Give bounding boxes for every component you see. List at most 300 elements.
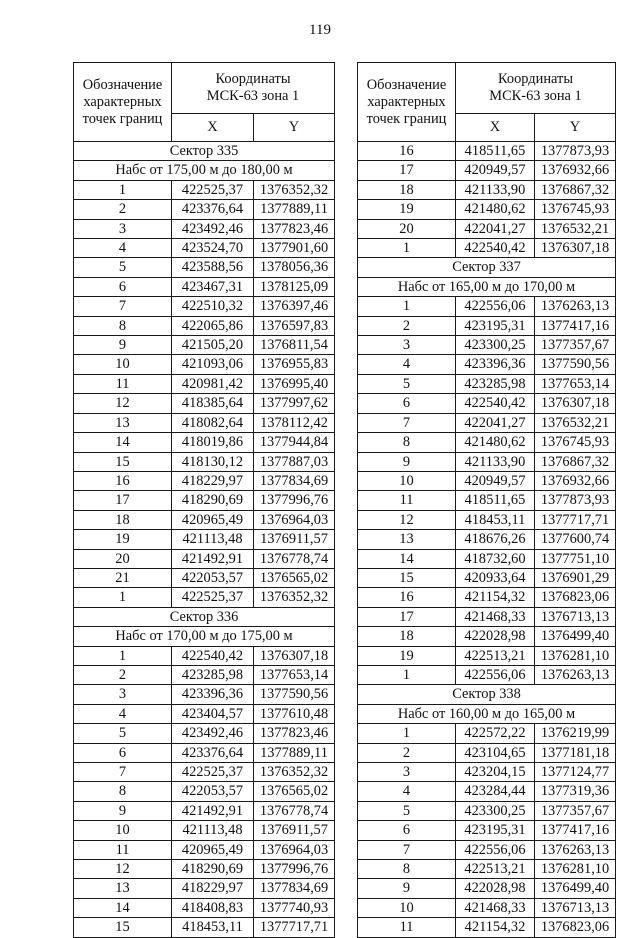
- table-row: [74, 898, 335, 917]
- x-coordinate-cell: 423467,31: [172, 277, 254, 296]
- y-coordinate-cell: 1376911,57: [254, 821, 335, 840]
- y-coordinate-cell: 1377181,18: [535, 743, 616, 762]
- x-coordinate-cell: 422053,57: [172, 568, 254, 587]
- point-number-cell: 20: [358, 219, 456, 238]
- x-coordinate-cell: 418130,12: [172, 452, 254, 471]
- sector-heading-row: [358, 258, 616, 277]
- y-coordinate-cell: 1377319,36: [535, 782, 616, 801]
- point-number-cell: 16: [358, 142, 456, 161]
- table-row: [74, 452, 335, 471]
- y-coordinate-cell: 1376932,66: [535, 161, 616, 180]
- y-coordinate-cell: 1376263,13: [535, 665, 616, 684]
- x-coordinate-cell: 423396,36: [456, 355, 535, 374]
- x-coordinate-cell: 420981,42: [172, 374, 254, 393]
- sector-heading-row: [358, 685, 616, 704]
- y-coordinate-cell: 1376565,02: [254, 782, 335, 801]
- y-coordinate-cell: 1376867,32: [535, 180, 616, 199]
- y-coordinate-cell: 1376964,03: [254, 510, 335, 529]
- coordinates-table-right: [357, 62, 616, 938]
- point-number-cell: 11: [74, 374, 172, 393]
- y-coordinate-cell: 1376823,06: [535, 918, 616, 937]
- point-number-cell: 3: [358, 763, 456, 782]
- point-number-cell: 9: [358, 452, 456, 471]
- table-row: [358, 316, 616, 335]
- point-number-cell: 21: [74, 568, 172, 587]
- x-coordinate-cell: 423376,64: [172, 743, 254, 762]
- x-coordinate-cell: 423285,98: [456, 374, 535, 393]
- x-coordinate-cell: 422572,22: [456, 724, 535, 743]
- table-row: [74, 471, 335, 490]
- y-coordinate-cell: 1377834,69: [254, 879, 335, 898]
- table-row: [74, 918, 335, 937]
- point-number-cell: 5: [74, 258, 172, 277]
- point-number-cell: 19: [358, 200, 456, 219]
- y-coordinate-cell: 1376811,54: [254, 336, 335, 355]
- point-number-cell: 9: [74, 801, 172, 820]
- point-number-cell: 8: [358, 860, 456, 879]
- y-coordinate-cell: 1378112,42: [254, 413, 335, 432]
- y-coordinate-cell: 1377873,93: [535, 142, 616, 161]
- x-coordinate-cell: 420949,57: [456, 471, 535, 490]
- table-row: [358, 219, 616, 238]
- x-coordinate-cell: 423104,65: [456, 743, 535, 762]
- table-row: [358, 646, 616, 665]
- y-coordinate-cell: 1376823,06: [535, 588, 616, 607]
- x-coordinate-cell: 418408,83: [172, 898, 254, 917]
- x-coordinate-cell: 421492,91: [172, 549, 254, 568]
- x-coordinate-cell: 423376,64: [172, 200, 254, 219]
- y-coordinate-cell: 1376532,21: [535, 219, 616, 238]
- point-number-cell: 2: [74, 665, 172, 684]
- point-number-cell: 8: [74, 316, 172, 335]
- point-number-cell: 4: [74, 704, 172, 723]
- sector-heading: Набс от 160,00 м до 165,00 м: [358, 704, 616, 723]
- table-row: [74, 510, 335, 529]
- sector-heading: Набс от 170,00 м до 175,00 м: [74, 627, 335, 646]
- table-row: [358, 374, 616, 393]
- sector-heading: Набс от 165,00 м до 170,00 м: [358, 277, 616, 296]
- sector-heading: Сектор 335: [74, 142, 335, 161]
- y-coordinate-cell: 1376281,10: [535, 860, 616, 879]
- sector-heading-row: [74, 161, 335, 180]
- table-row: [358, 763, 616, 782]
- left-table-body: [74, 142, 335, 938]
- coordinates-header: Координаты МСК-63 зона 1: [456, 63, 616, 114]
- table-row: [358, 180, 616, 199]
- y-coordinate-cell: 1377901,60: [254, 239, 335, 258]
- y-coordinate-cell: 1377889,11: [254, 200, 335, 219]
- y-coordinate-cell: 1376307,18: [535, 239, 616, 258]
- point-number-cell: 7: [74, 763, 172, 782]
- sector-heading: Сектор 338: [358, 685, 616, 704]
- table-row: [74, 860, 335, 879]
- x-coordinate-cell: 422525,37: [172, 763, 254, 782]
- point-number-cell: 11: [358, 491, 456, 510]
- x-coordinate-cell: 423524,70: [172, 239, 254, 258]
- x-coordinate-cell: 421113,48: [172, 530, 254, 549]
- y-coordinate-cell: 1376565,02: [254, 568, 335, 587]
- table-row: [74, 782, 335, 801]
- x-coordinate-cell: 423404,57: [172, 704, 254, 723]
- point-number-cell: 9: [74, 336, 172, 355]
- y-coordinate-cell: 1376499,40: [535, 879, 616, 898]
- table-row: [74, 336, 335, 355]
- x-coordinate-cell: 418019,86: [172, 433, 254, 452]
- table-row: [74, 316, 335, 335]
- table-row: [358, 568, 616, 587]
- point-number-cell: 5: [358, 801, 456, 820]
- y-coordinate-cell: 1377590,56: [254, 685, 335, 704]
- point-number-cell: 13: [74, 879, 172, 898]
- y-coordinate-cell: 1376964,03: [254, 840, 335, 859]
- sector-heading-row: [358, 277, 616, 296]
- y-coordinate-cell: 1377417,16: [535, 316, 616, 335]
- point-number-cell: 7: [358, 840, 456, 859]
- table-row: [74, 355, 335, 374]
- x-coordinate-cell: 420933,64: [456, 568, 535, 587]
- point-number-cell: 11: [358, 918, 456, 937]
- point-number-cell: 6: [358, 821, 456, 840]
- y-coordinate-cell: 1376778,74: [254, 549, 335, 568]
- x-coordinate-cell: 421113,48: [172, 821, 254, 840]
- x-coordinate-cell: 421468,33: [456, 607, 535, 626]
- y-coordinate-cell: 1376901,29: [535, 568, 616, 587]
- y-coordinate-cell: 1377357,67: [535, 336, 616, 355]
- table-row: [74, 277, 335, 296]
- table-row: [358, 549, 616, 568]
- point-number-cell: 12: [358, 510, 456, 529]
- table-row: [74, 588, 335, 607]
- y-coordinate-cell: 1377653,14: [254, 665, 335, 684]
- y-coordinate-cell: 1377653,14: [535, 374, 616, 393]
- x-coordinate-cell: 421492,91: [172, 801, 254, 820]
- y-coordinate-cell: 1377357,67: [535, 801, 616, 820]
- right-table-body: [358, 142, 616, 938]
- y-coordinate-cell: 1376995,40: [254, 374, 335, 393]
- x-coordinate-cell: 422041,27: [456, 219, 535, 238]
- x-coordinate-cell: 422041,27: [456, 413, 535, 432]
- point-number-cell: 10: [358, 471, 456, 490]
- point-number-cell: 13: [74, 413, 172, 432]
- point-number-cell: 12: [74, 860, 172, 879]
- y-coordinate-cell: 1376745,93: [535, 200, 616, 219]
- table-row: [74, 801, 335, 820]
- x-coordinate-cell: 421154,32: [456, 588, 535, 607]
- y-coordinate-cell: 1376307,18: [254, 646, 335, 665]
- table-row: [358, 530, 616, 549]
- table-row: [358, 452, 616, 471]
- table-row: [358, 801, 616, 820]
- y-coordinate-cell: 1376713,13: [535, 607, 616, 626]
- y-coordinate-cell: 1377996,76: [254, 860, 335, 879]
- x-coordinate-cell: 421093,06: [172, 355, 254, 374]
- x-coordinate-cell: 422065,86: [172, 316, 254, 335]
- x-coordinate-cell: 423285,98: [172, 665, 254, 684]
- x-coordinate-cell: 418511,65: [456, 491, 535, 510]
- y-coordinate-cell: 1376597,83: [254, 316, 335, 335]
- table-row: [74, 297, 335, 316]
- table-row: [74, 704, 335, 723]
- point-number-cell: 19: [74, 530, 172, 549]
- x-coordinate-cell: 423300,25: [456, 336, 535, 355]
- y-coordinate-cell: 1376532,21: [535, 413, 616, 432]
- y-coordinate-cell: 1377834,69: [254, 471, 335, 490]
- y-coordinate-cell: 1376263,13: [535, 297, 616, 316]
- x-coordinate-cell: 421133,90: [456, 452, 535, 471]
- point-number-cell: 6: [74, 743, 172, 762]
- table-row: [358, 491, 616, 510]
- x-column-header: X: [456, 113, 535, 141]
- point-number-cell: 2: [358, 316, 456, 335]
- y-coordinate-cell: 1376263,13: [535, 840, 616, 859]
- x-coordinate-cell: 423492,46: [172, 219, 254, 238]
- table-row: [74, 743, 335, 762]
- table-row: [74, 568, 335, 587]
- y-coordinate-cell: 1377889,11: [254, 743, 335, 762]
- point-number-cell: 18: [358, 180, 456, 199]
- table-row: [358, 588, 616, 607]
- table-row: [358, 433, 616, 452]
- point-number-cell: 8: [74, 782, 172, 801]
- point-number-cell: 1: [74, 180, 172, 199]
- table-row: [358, 821, 616, 840]
- point-number-cell: 3: [74, 219, 172, 238]
- table-row: [358, 860, 616, 879]
- table-row: [358, 200, 616, 219]
- x-coordinate-cell: 422556,06: [456, 297, 535, 316]
- y-coordinate-cell: 1376352,32: [254, 180, 335, 199]
- y-coordinate-cell: 1376352,32: [254, 763, 335, 782]
- table-row: [358, 665, 616, 684]
- x-coordinate-cell: 422556,06: [456, 840, 535, 859]
- x-coordinate-cell: 422556,06: [456, 665, 535, 684]
- table-row: [358, 510, 616, 529]
- x-coordinate-cell: 422513,21: [456, 860, 535, 879]
- point-number-cell: 3: [74, 685, 172, 704]
- table-row: [74, 879, 335, 898]
- table-row: [358, 355, 616, 374]
- point-number-cell: 15: [74, 452, 172, 471]
- table-row: [358, 898, 616, 917]
- point-number-cell: 2: [74, 200, 172, 219]
- table-row: [358, 918, 616, 937]
- sector-heading: Сектор 337: [358, 258, 616, 277]
- point-number-cell: 14: [358, 549, 456, 568]
- point-number-cell: 13: [358, 530, 456, 549]
- y-coordinate-cell: 1376281,10: [535, 646, 616, 665]
- table-row: [358, 743, 616, 762]
- point-number-cell: 7: [74, 297, 172, 316]
- point-number-cell: 17: [358, 607, 456, 626]
- point-number-cell: 4: [74, 239, 172, 258]
- point-designation-header: Обозначение характерных точек границ: [74, 63, 172, 142]
- y-coordinate-cell: 1377717,71: [535, 510, 616, 529]
- table-row: [358, 627, 616, 646]
- table-row: [74, 374, 335, 393]
- y-coordinate-cell: 1376867,32: [535, 452, 616, 471]
- x-coordinate-cell: 421468,33: [456, 898, 535, 917]
- point-number-cell: 14: [74, 898, 172, 917]
- x-coordinate-cell: 422525,37: [172, 180, 254, 199]
- x-coordinate-cell: 422053,57: [172, 782, 254, 801]
- x-coordinate-cell: 418453,11: [456, 510, 535, 529]
- x-coordinate-cell: 418732,60: [456, 549, 535, 568]
- table-row: [74, 685, 335, 704]
- table-row: [74, 763, 335, 782]
- sector-heading: Сектор 336: [74, 607, 335, 626]
- point-number-cell: 10: [358, 898, 456, 917]
- point-number-cell: 7: [358, 413, 456, 432]
- table-row: [358, 297, 616, 316]
- x-coordinate-cell: 421133,90: [456, 180, 535, 199]
- table-row: [74, 433, 335, 452]
- sector-heading: Набс от 175,00 м до 180,00 м: [74, 161, 335, 180]
- point-number-cell: 1: [358, 239, 456, 258]
- y-coordinate-cell: 1377590,56: [535, 355, 616, 374]
- sector-heading-row: [74, 627, 335, 646]
- point-number-cell: 12: [74, 394, 172, 413]
- table-row: [74, 665, 335, 684]
- point-number-cell: 4: [358, 355, 456, 374]
- table-row: [358, 782, 616, 801]
- point-number-cell: 1: [358, 297, 456, 316]
- point-number-cell: 5: [358, 374, 456, 393]
- point-number-cell: 1: [74, 646, 172, 665]
- x-coordinate-cell: 422028,98: [456, 627, 535, 646]
- table-row: [74, 491, 335, 510]
- table-row: [74, 549, 335, 568]
- point-number-cell: 1: [74, 588, 172, 607]
- x-coordinate-cell: 423195,31: [456, 316, 535, 335]
- point-number-cell: 6: [74, 277, 172, 296]
- y-coordinate-cell: 1377751,10: [535, 549, 616, 568]
- sector-heading-row: [74, 142, 335, 161]
- point-number-cell: 8: [358, 433, 456, 452]
- y-coordinate-cell: 1376397,46: [254, 297, 335, 316]
- point-number-cell: 18: [358, 627, 456, 646]
- x-coordinate-cell: 423588,56: [172, 258, 254, 277]
- coordinates-table-left: [73, 62, 335, 938]
- x-coordinate-cell: 418229,97: [172, 471, 254, 490]
- table-row: [358, 879, 616, 898]
- sector-heading-row: [358, 704, 616, 723]
- table-row: [358, 161, 616, 180]
- table-row: [74, 724, 335, 743]
- x-coordinate-cell: 418385,64: [172, 394, 254, 413]
- point-number-cell: 14: [74, 433, 172, 452]
- point-number-cell: 2: [358, 743, 456, 762]
- x-coordinate-cell: 422028,98: [456, 879, 535, 898]
- point-number-cell: 17: [358, 161, 456, 180]
- table-row: [358, 840, 616, 859]
- x-coordinate-cell: 423300,25: [456, 801, 535, 820]
- point-number-cell: 19: [358, 646, 456, 665]
- x-coordinate-cell: 423204,15: [456, 763, 535, 782]
- table-row: [358, 394, 616, 413]
- point-number-cell: 15: [358, 568, 456, 587]
- table-row: [74, 821, 335, 840]
- y-coordinate-cell: 1376713,13: [535, 898, 616, 917]
- y-coordinate-cell: 1376911,57: [254, 530, 335, 549]
- point-number-cell: 9: [358, 879, 456, 898]
- point-number-cell: 3: [358, 336, 456, 355]
- y-coordinate-cell: 1376307,18: [535, 394, 616, 413]
- x-coordinate-cell: 422540,42: [456, 394, 535, 413]
- page-number: 119: [309, 22, 331, 38]
- x-coordinate-cell: 421154,32: [456, 918, 535, 937]
- x-coordinate-cell: 420949,57: [456, 161, 535, 180]
- x-column-header: X: [172, 113, 254, 141]
- point-number-cell: 15: [74, 918, 172, 937]
- y-coordinate-cell: 1377887,03: [254, 452, 335, 471]
- x-coordinate-cell: 420965,49: [172, 840, 254, 859]
- x-coordinate-cell: 418290,69: [172, 491, 254, 510]
- x-coordinate-cell: 420965,49: [172, 510, 254, 529]
- y-coordinate-cell: 1377823,46: [254, 219, 335, 238]
- y-coordinate-cell: 1378125,09: [254, 277, 335, 296]
- x-coordinate-cell: 423195,31: [456, 821, 535, 840]
- point-number-cell: 18: [74, 510, 172, 529]
- table-row: [358, 471, 616, 490]
- point-number-cell: 16: [358, 588, 456, 607]
- table-row: [74, 840, 335, 859]
- point-number-cell: 20: [74, 549, 172, 568]
- table-row: [74, 219, 335, 238]
- y-column-header: Y: [535, 113, 616, 141]
- x-coordinate-cell: 418229,97: [172, 879, 254, 898]
- x-coordinate-cell: 418082,64: [172, 413, 254, 432]
- y-coordinate-cell: 1377124,77: [535, 763, 616, 782]
- y-coordinate-cell: 1377996,76: [254, 491, 335, 510]
- table-row: [74, 530, 335, 549]
- table-row: [74, 239, 335, 258]
- y-coordinate-cell: 1377873,93: [535, 491, 616, 510]
- x-coordinate-cell: 418290,69: [172, 860, 254, 879]
- x-coordinate-cell: 418511,65: [456, 142, 535, 161]
- table-row: [74, 180, 335, 199]
- point-number-cell: 6: [358, 394, 456, 413]
- y-coordinate-cell: 1378056,36: [254, 258, 335, 277]
- point-number-cell: 5: [74, 724, 172, 743]
- y-coordinate-cell: 1376745,93: [535, 433, 616, 452]
- y-coordinate-cell: 1377610,48: [254, 704, 335, 723]
- x-coordinate-cell: 422540,42: [172, 646, 254, 665]
- point-number-cell: 10: [74, 355, 172, 374]
- y-column-header: Y: [254, 113, 335, 141]
- table-row: [358, 239, 616, 258]
- sector-heading-row: [74, 607, 335, 626]
- x-coordinate-cell: 418676,26: [456, 530, 535, 549]
- x-coordinate-cell: 423492,46: [172, 724, 254, 743]
- x-coordinate-cell: 421480,62: [456, 433, 535, 452]
- point-number-cell: 4: [358, 782, 456, 801]
- point-number-cell: 10: [74, 821, 172, 840]
- table-row: [358, 724, 616, 743]
- x-coordinate-cell: 423396,36: [172, 685, 254, 704]
- table-row: [74, 413, 335, 432]
- y-coordinate-cell: 1377997,62: [254, 394, 335, 413]
- y-coordinate-cell: 1376499,40: [535, 627, 616, 646]
- table-row: [358, 413, 616, 432]
- x-coordinate-cell: 418453,11: [172, 918, 254, 937]
- y-coordinate-cell: 1377717,71: [254, 918, 335, 937]
- x-coordinate-cell: 422513,21: [456, 646, 535, 665]
- y-coordinate-cell: 1376955,83: [254, 355, 335, 374]
- y-coordinate-cell: 1376778,74: [254, 801, 335, 820]
- point-designation-header: Обозначение характерных точек границ: [358, 63, 456, 142]
- x-coordinate-cell: 421505,20: [172, 336, 254, 355]
- table-row: [358, 607, 616, 626]
